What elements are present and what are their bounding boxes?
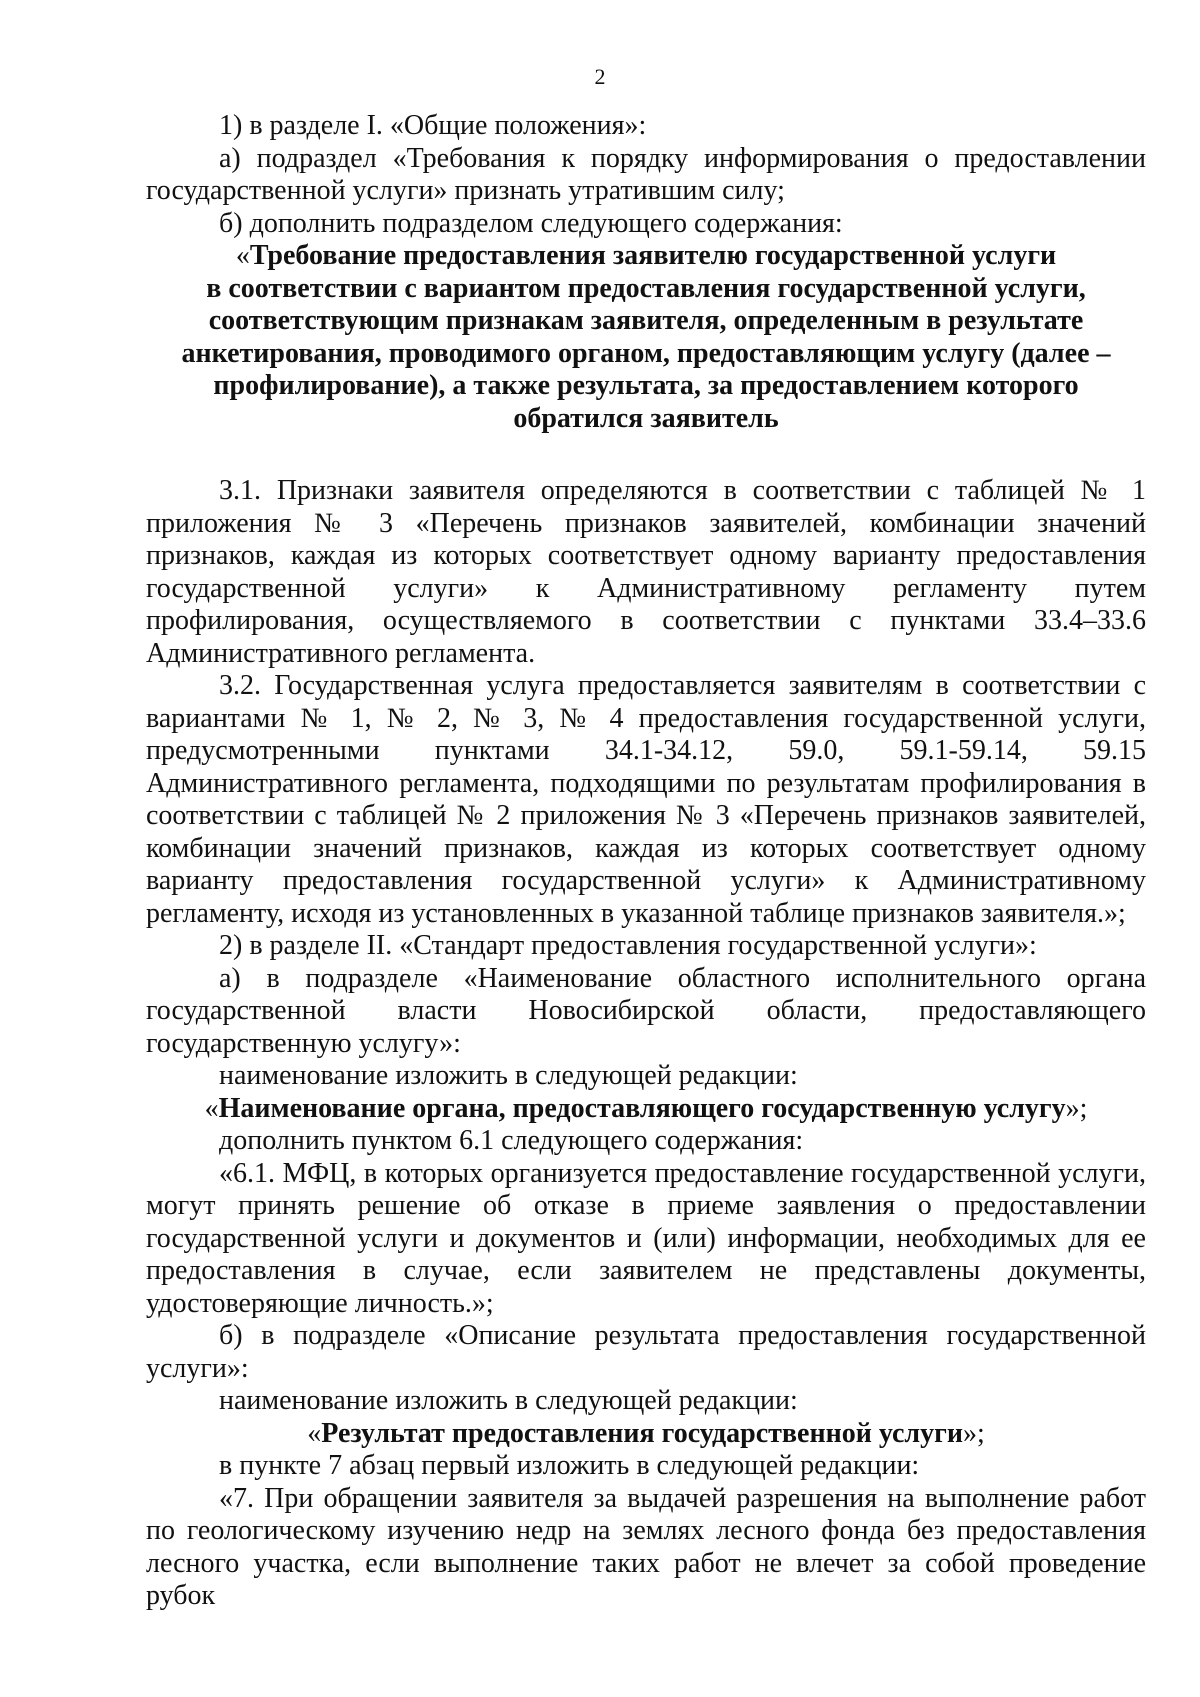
paragraph-section-1: 1) в разделе I. «Общие положения»: <box>219 110 647 141</box>
centered-title-1-text: Наименование органа, предоставляющего государственную услугу <box>218 1092 1066 1124</box>
paragraph-item-a: а) подраздел «Требования к порядку информирования о предоставлении государственной услуги» признать утратившим силу; <box>146 142 1146 206</box>
paragraph-section-2: 2) в разделе II. «Стандарт предоставления государственной услуги»: <box>219 930 1037 961</box>
paragraph-3-1: 3.1. Признаки заявителя определяются в соответствии с таблицей № 1 приложения № 3 «Перечень признаков заявителей, комбинации значений признаков, каждая из которых соответствует одному варианту предоставления государственной услуги» к Административному регламенту путем профилирования, осуществляемого в соответствии с пунктами 33.4–33.6 Административного регламента. <box>146 475 1146 669</box>
paragraph-item-b-2: б) в подразделе «Описание результата предоставления государственной услуги»: <box>146 1320 1146 1384</box>
heading-line-4: анкетирования, проводимого органом, предоставляющим услугу (далее – <box>181 337 1111 369</box>
paragraph-point-7-edit: в пункте 7 абзац первый изложить в следующей редакции: <box>219 1450 920 1481</box>
paragraph-item-b: б) дополнить подразделом следующего содержания: <box>219 207 843 239</box>
centered-title-2-text: Результат предоставления государственной услуги <box>321 1417 963 1449</box>
centered-title-1-close: »; <box>1065 1092 1088 1124</box>
heading-line-1 <box>146 240 1146 273</box>
page-number: 2 <box>594 64 606 89</box>
heading-line-6: обратился заявитель <box>513 402 779 434</box>
paragraph-3-2: 3.2. Государственная услуга предоставляется заявителям в соответствии с вариантами № 1, № 2, № 3, № 4 предоставления государственной услуги, предусмотренными пунктами 34.1-34.12, 59.0, 59.1-59.14, 59.15 Административного регламента, подходящими по результатам профилирования в соответствии с таблицей № 2 приложения № 3 «Перечень признаков заявителей, комбинации значений признаков, каждая из которых соответствует одному варианту предоставления государственной услуги» к Административному регламенту, исходя из установленных в указанной таблице признаков заявителя.»; <box>146 670 1146 929</box>
paragraph-7: «7. При обращении заявителя за выдачей разрешения на выполнение работ по геологическому изучению недр на землях лесного фонда без предоставления лесного участка, если выполнение таких работ не влечет за собой проведение рубок <box>146 1482 1146 1611</box>
paragraph-add-6-1: дополнить пунктом 6.1 следующего содержания: <box>219 1125 804 1156</box>
centered-title-1-open: « <box>204 1092 219 1124</box>
centered-title-1 <box>146 1093 1146 1126</box>
paragraph-item-a-2: а) в подразделе «Наименование областного исполнительного органа государственной власти Новосибирской области, предоставляющего государственную услугу»: <box>146 962 1146 1059</box>
heading-line-5: профилирование), а также результата, за предоставлением которого <box>213 370 1079 401</box>
paragraph-name-edit-1: наименование изложить в следующей редакции: <box>219 1060 798 1091</box>
paragraph-name-edit-2: наименование изложить в следующей редакции: <box>219 1385 798 1416</box>
heading-open-quote: « <box>235 240 250 271</box>
heading-line-1-text: Требование предоставления заявителю государственной услуги <box>249 240 1057 271</box>
centered-title-2-open: « <box>307 1417 322 1449</box>
subsection-heading <box>146 240 1146 435</box>
paragraph-6-1: «6.1. МФЦ, в которых организуется предоставление государственной услуги, могут принять решение об отказе в приеме заявления о предоставлении государственной услуги и документов и (или) информации, необходимых для ее предоставления в случае, если заявителем не представлены документы, удостоверяющие личность.»; <box>146 1157 1146 1319</box>
heading-line-3: соответствующим признакам заявителя, определенным в результате <box>208 305 1084 336</box>
centered-title-2-close: »; <box>962 1417 985 1449</box>
document-body <box>146 110 1146 1613</box>
heading-line-2: в соответствии с вариантом предоставления государственной услуги, <box>206 272 1086 304</box>
spacer <box>146 435 1146 475</box>
centered-title-2 <box>146 1418 1146 1451</box>
